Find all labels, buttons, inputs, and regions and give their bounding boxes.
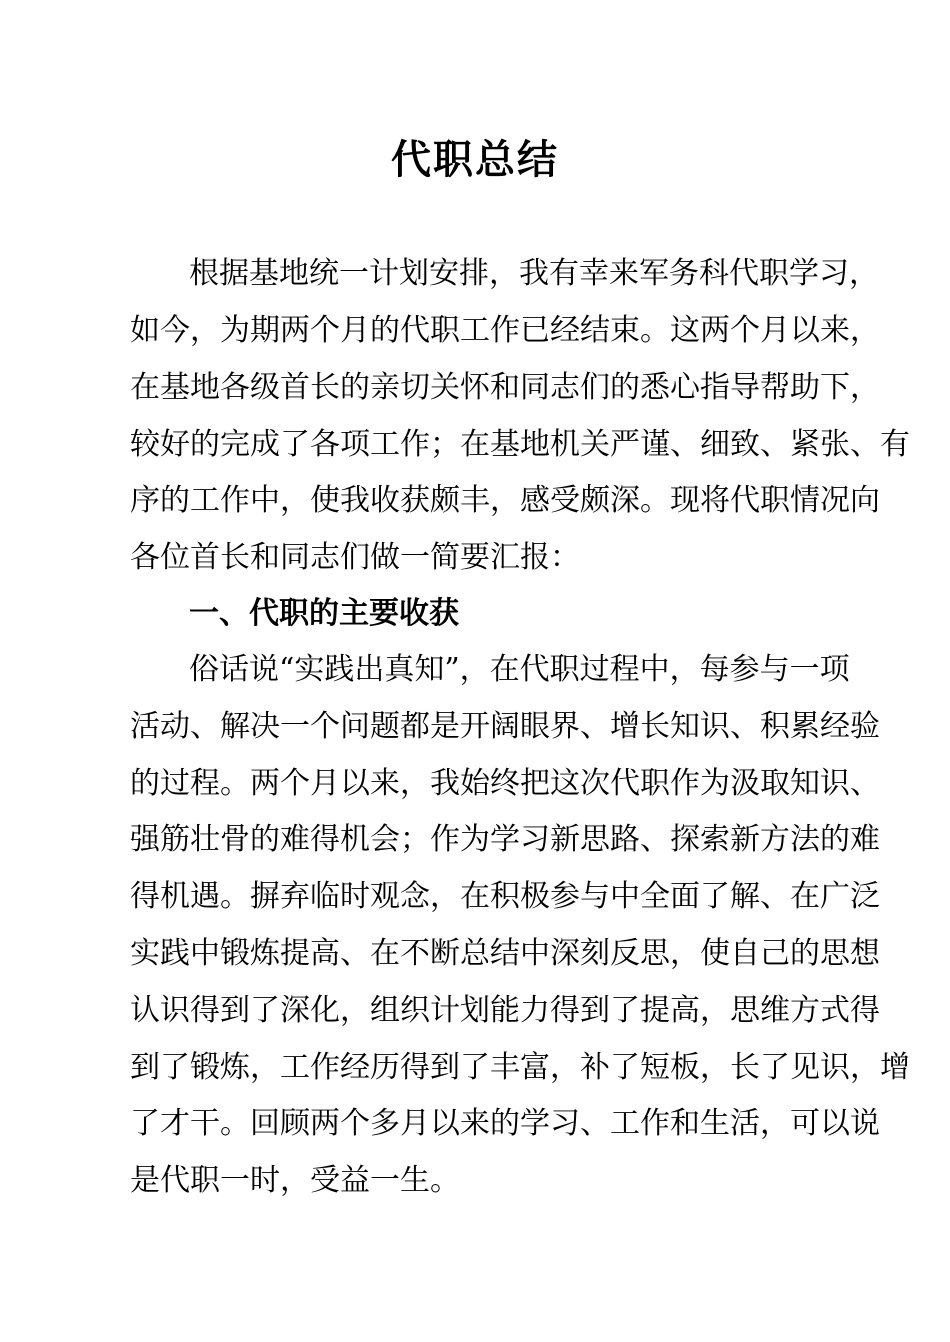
paragraph-line: 的过程。两个月以来，我始终把这次代职作为汲取知识、 — [130, 766, 880, 801]
paragraph-line: 各位首长和同志们做一简要汇报： — [130, 540, 580, 575]
paragraph-line: 根据基地统一计划安排，我有幸来军务科代职学习， — [189, 256, 879, 291]
paragraph-line: 了才干。回顾两个多月以来的学习、工作和生活，可以说 — [130, 1106, 880, 1141]
paragraph-line: 得机遇。摒弃临时观念，在积极参与中全面了解、在广泛 — [130, 879, 880, 914]
section-heading: 一、代职的主要收获 — [189, 596, 459, 631]
paragraph-line: 认识得到了深化，组织计划能力得到了提高，思维方式得 — [130, 993, 880, 1028]
document-title: 代职总结 — [391, 136, 559, 183]
paragraph-line: 活动、解决一个问题都是开阔眼界、增长知识、积累经验 — [130, 709, 880, 744]
paragraph-line: 如今，为期两个月的代职工作已经结束。这两个月以来， — [130, 313, 880, 348]
paragraph-line: 较好的完成了各项工作；在基地机关严谨、细致、紧张、有 — [130, 427, 910, 462]
paragraph-line: 强筋壮骨的难得机会；作为学习新思路、探索新方法的难 — [130, 822, 880, 857]
paragraph-line: 是代职一时，受益一生。 — [130, 1163, 460, 1198]
paragraph-line: 俗话说“实践出真知”，在代职过程中，每参与一项 — [189, 652, 850, 687]
paragraph-line: 序的工作中，使我收获颇丰，感受颇深。现将代职情况向 — [130, 483, 880, 518]
paragraph-line: 到了锻炼，工作经历得到了丰富，补了短板，长了见识，增 — [130, 1050, 910, 1085]
paragraph-line: 实践中锻炼提高、在不断总结中深刻反思，使自己的思想 — [130, 936, 880, 971]
paragraph-line: 在基地各级首长的亲切关怀和同志们的悉心指导帮助下， — [130, 370, 880, 405]
